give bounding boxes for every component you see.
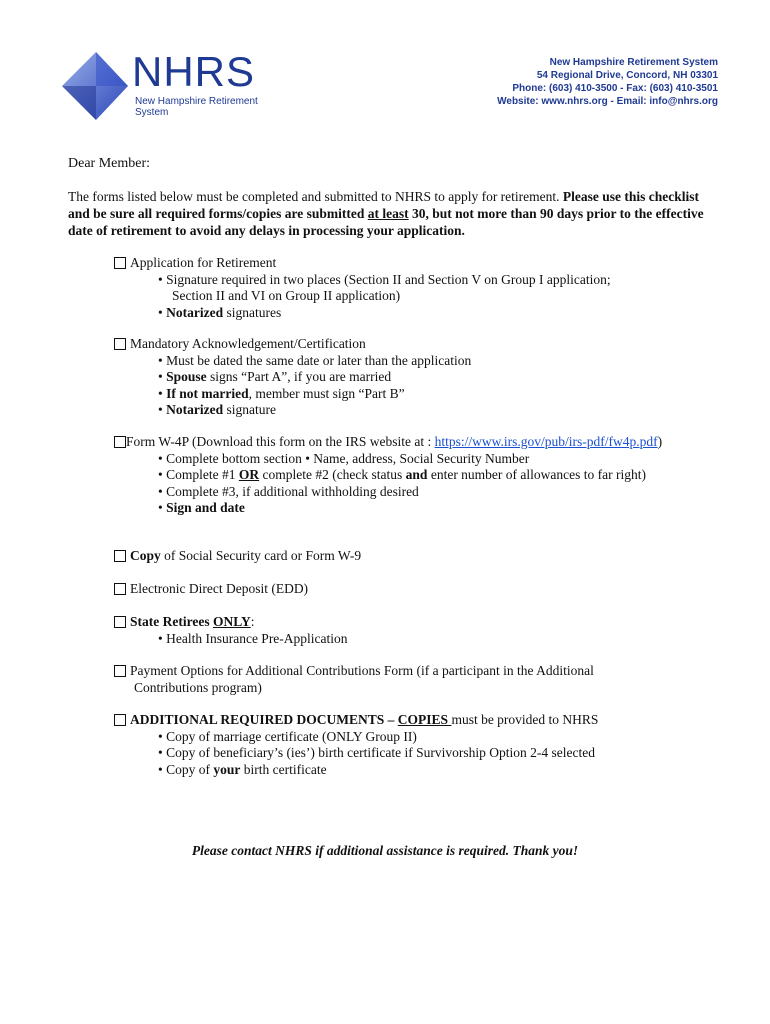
checkbox-w4p[interactable] xyxy=(114,436,126,448)
checkbox-payment-options[interactable] xyxy=(114,665,126,677)
bullet: • Sign and date xyxy=(158,500,245,515)
bullet: • Health Insurance Pre-Application xyxy=(158,630,348,646)
contact-org: New Hampshire Retirement System xyxy=(549,57,718,68)
logo-wordmark: NHRS xyxy=(132,48,256,95)
text: birth certificate xyxy=(240,761,327,777)
text: • Complete #1 xyxy=(158,467,239,482)
bold-text: State Retirees xyxy=(130,614,213,629)
item-title: Mandatory Acknowledgement/Certification xyxy=(130,336,366,351)
bullet-continuation: Section II and VI on Group II application) xyxy=(172,288,401,303)
logo-subtitle: New Hampshire Retirement System xyxy=(135,96,258,118)
bold-text: Notarized xyxy=(166,402,224,417)
checkbox-copy-ss[interactable] xyxy=(114,550,126,562)
item-title: Application for Retirement xyxy=(130,255,277,270)
text: must be provided to NHRS xyxy=(451,712,599,727)
text: of Social Security card or Form W-9 xyxy=(160,548,362,563)
checklist-item-edd xyxy=(114,581,308,598)
bold-text: ADDITIONAL REQUIRED DOCUMENTS – xyxy=(130,712,398,727)
bullet: • Signature required in two places (Section II and Section V on Group I application; xyxy=(158,271,611,287)
bullet: • If not married, member must sign “Part B” xyxy=(158,385,405,401)
contact-address: 54 Regional Drive, Concord, NH 03301 xyxy=(536,70,718,81)
checkbox-state-retirees[interactable] xyxy=(114,616,126,628)
checkbox-mandatory[interactable] xyxy=(114,338,126,350)
text: complete #2 (check status xyxy=(259,467,406,482)
contact-block xyxy=(398,56,718,108)
bullet: • Must be dated the same date or later than the application xyxy=(158,352,472,368)
closing-note: Please contact NHRS if additional assistance is required. Thank you! xyxy=(191,843,579,858)
checkbox-additional[interactable] xyxy=(114,714,126,726)
text: , member must sign “Part B” xyxy=(248,385,405,401)
checklist-item-state-retirees xyxy=(114,614,348,647)
bullet: • Copy of beneficiary’s (ies’) birth certificate if Survivorship Option 2-4 selected xyxy=(158,745,595,760)
checklist-item-payment-options xyxy=(114,663,594,696)
checklist-item-w4p xyxy=(114,434,662,517)
checkbox-edd[interactable] xyxy=(114,583,126,595)
bold-text: Copy xyxy=(130,548,161,563)
text: enter number of allowances to far right) xyxy=(427,467,646,482)
text: • Copy of xyxy=(158,761,214,777)
checkbox-application[interactable] xyxy=(114,257,126,269)
bold-text: OR xyxy=(238,467,260,482)
text: signatures xyxy=(223,304,282,320)
nhrs-logo xyxy=(60,50,290,125)
checklist-item-additional xyxy=(114,712,598,778)
item-title: Payment Options for Additional Contributions Form (if a participant in the Additional xyxy=(130,663,594,678)
item-title-continuation: Contributions program) xyxy=(134,679,262,695)
bold-text: If not married xyxy=(166,385,249,401)
intro-paragraph xyxy=(68,188,708,239)
bullet: • Complete #3, if additional withholding desired xyxy=(158,483,419,499)
contact-phone: Phone: (603) 410-3500 - Fax: (603) 410-3501 xyxy=(512,83,718,94)
bullet: • Complete bottom section • Name, address, Social Security Number xyxy=(158,450,530,466)
bold-text: Spouse xyxy=(166,369,207,384)
text: : xyxy=(250,614,255,629)
bold-text: Notarized xyxy=(166,304,224,320)
item-title: Electronic Direct Deposit (EDD) xyxy=(130,581,309,596)
bullet xyxy=(114,762,598,779)
bullet xyxy=(114,467,662,484)
bullet: • Notarized signatures xyxy=(158,304,282,320)
checklist-item-copy-ss xyxy=(114,548,361,565)
intro-at-least: at least xyxy=(367,206,409,221)
bold-text: Sign and date xyxy=(166,500,245,515)
text: signature xyxy=(223,402,276,417)
checklist-item-mandatory xyxy=(114,336,471,419)
contact-web: Website: www.nhrs.org - Email: info@nhrs.org xyxy=(497,96,718,107)
text: ) xyxy=(657,434,663,449)
item-title: Form W-4P (Download this form on the IRS website at : xyxy=(126,434,435,449)
intro-bold-2: 30, but not more than 90 days prior to the effective date of retirement to avoid any delays in processing your application. xyxy=(68,206,704,238)
irs-w4p-link[interactable]: https://www.irs.gov/pub/irs-pdf/fw4p.pdf xyxy=(434,434,658,449)
bullet: • Spouse signs “Part A”, if you are married xyxy=(158,369,392,384)
checklist-item-application xyxy=(114,255,611,321)
greeting: Dear Member: xyxy=(68,156,151,171)
bold-text: your xyxy=(213,761,241,777)
bold-text: COPIES xyxy=(397,712,452,727)
intro-plain: The forms listed below must be completed and submitted to NHRS to apply for retirement. xyxy=(68,189,563,204)
bullet: • Notarized signature xyxy=(158,402,276,417)
text: signs “Part A”, if you are married xyxy=(206,369,392,384)
bullet: • Copy of marriage certificate (ONLY Group II) xyxy=(158,728,417,744)
intro-bold-1: Please use this checklist and be sure all required forms/copies are submitted xyxy=(68,189,700,221)
bold-text: and xyxy=(405,467,428,482)
bold-text: ONLY xyxy=(212,614,251,629)
diamond-logo-icon xyxy=(60,50,130,122)
